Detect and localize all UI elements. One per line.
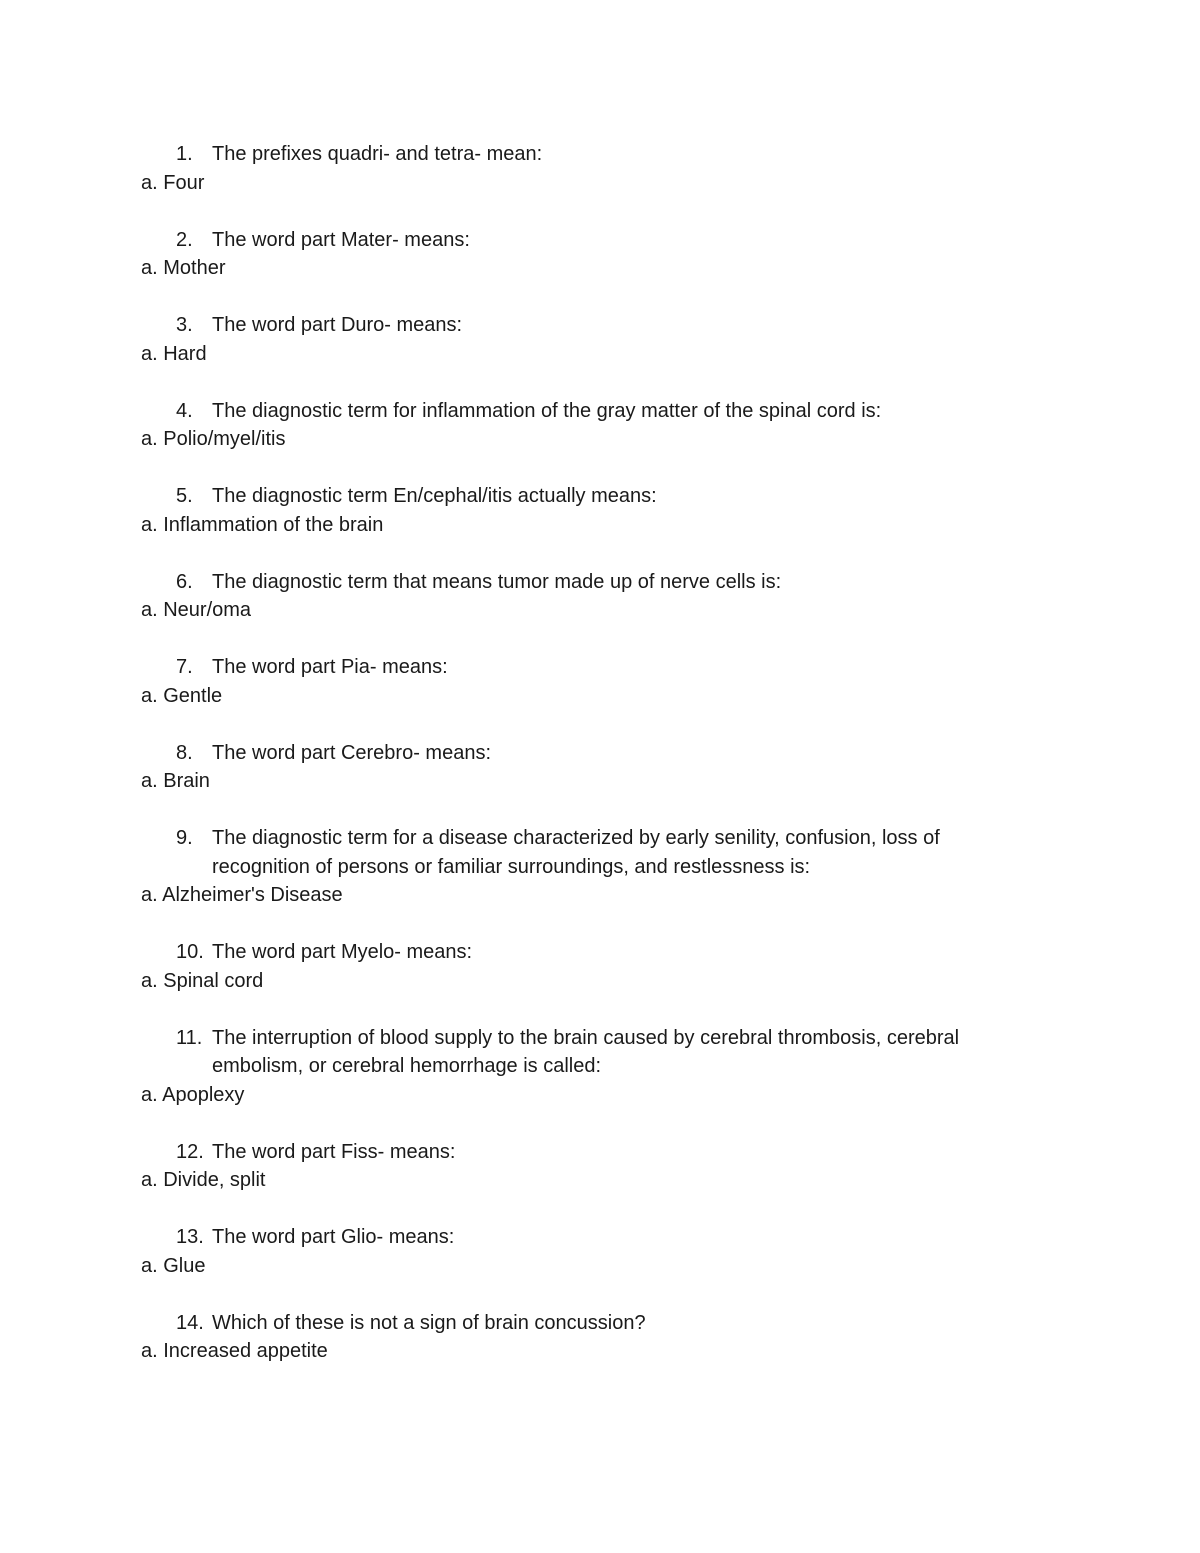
question xyxy=(141,1223,1041,1252)
question-number: 13. xyxy=(176,1226,204,1248)
question xyxy=(141,568,1041,597)
question-number: 14. xyxy=(176,1311,204,1334)
question-item xyxy=(141,739,1041,796)
question-item xyxy=(141,938,1041,995)
question-item xyxy=(141,568,1041,625)
question xyxy=(141,311,1041,340)
answer: a. Inflammation of the brain xyxy=(141,513,384,536)
question-text: The word part Fiss- means: xyxy=(212,1140,456,1163)
question-item xyxy=(141,653,1041,710)
question xyxy=(141,739,1041,768)
question-text: The interruption of blood supply to the brain caused by cerebral thrombosis, cerebral embolism, or cerebral hemorrhage is called: xyxy=(212,1026,960,1077)
question-text: The diagnostic term for inflammation of the gray matter of the spinal cord is: xyxy=(212,399,882,422)
answer: a. Apoplexy xyxy=(141,1083,245,1106)
question xyxy=(141,226,1041,255)
answer: a. Four xyxy=(141,171,205,194)
question-item xyxy=(141,1223,1041,1280)
question xyxy=(141,397,1041,426)
question-list xyxy=(141,140,1041,1394)
answer: a. Gentle xyxy=(141,684,223,707)
question xyxy=(141,938,1041,967)
question-item xyxy=(141,1024,1041,1110)
question xyxy=(141,1309,1041,1338)
question-number: 8. xyxy=(176,741,193,764)
question xyxy=(141,482,1041,511)
question-item xyxy=(141,140,1041,197)
answer: a. Brain xyxy=(141,770,210,792)
question xyxy=(141,653,1041,682)
question xyxy=(141,140,1041,169)
question-number: 7. xyxy=(176,656,193,678)
question-item xyxy=(141,824,1041,910)
question-text: The word part Cerebro- means: xyxy=(212,741,492,764)
question-item xyxy=(141,1138,1041,1195)
question-text: Which of these is not a sign of brain concussion? xyxy=(212,1311,646,1334)
question-text: The prefixes quadri- and tetra- mean: xyxy=(212,143,543,165)
question-text: The diagnostic term En/cephal/itis actually means: xyxy=(212,485,657,507)
question-text: The word part Glio- means: xyxy=(212,1226,455,1248)
question-number: 4. xyxy=(176,399,193,422)
question-number: 3. xyxy=(176,314,193,336)
question-number: 12. xyxy=(176,1140,204,1163)
question xyxy=(141,1024,1041,1081)
answer: a. Neur/oma xyxy=(141,599,252,621)
question-text: The word part Pia- means: xyxy=(212,656,448,678)
question-text: The diagnostic term that means tumor made up of nerve cells is: xyxy=(212,570,782,593)
answer: a. Hard xyxy=(141,342,207,365)
answer: a. Increased appetite xyxy=(141,1340,328,1362)
question-item xyxy=(141,311,1041,368)
question-number: 2. xyxy=(176,228,193,251)
question-item xyxy=(141,1309,1041,1366)
question-text: The word part Myelo- means: xyxy=(212,941,473,963)
question-number: 5. xyxy=(176,485,193,507)
question-text: The word part Mater- means: xyxy=(212,228,470,251)
question-text: The word part Duro- means: xyxy=(212,314,463,336)
question xyxy=(141,824,1041,881)
question-number: 10. xyxy=(176,941,204,963)
answer: a. Alzheimer's Disease xyxy=(141,884,343,906)
question-number: 6. xyxy=(176,570,193,593)
question-number: 9. xyxy=(176,827,193,849)
question-item xyxy=(141,482,1041,539)
answer: a. Mother xyxy=(141,257,226,279)
question-number: 11. xyxy=(176,1026,203,1049)
question xyxy=(141,1138,1041,1167)
answer: a. Glue xyxy=(141,1254,206,1277)
question-number: 1. xyxy=(176,143,193,165)
answer: a. Divide, split xyxy=(141,1169,266,1191)
question-item xyxy=(141,226,1041,283)
question-text: The diagnostic term for a disease characterized by early senility, confusion, loss of recognition of persons or familiar surroundings, and restlessness is: xyxy=(212,827,940,878)
question-item xyxy=(141,397,1041,454)
answer: a. Polio/myel/itis xyxy=(141,428,286,450)
answer: a. Spinal cord xyxy=(141,969,264,992)
